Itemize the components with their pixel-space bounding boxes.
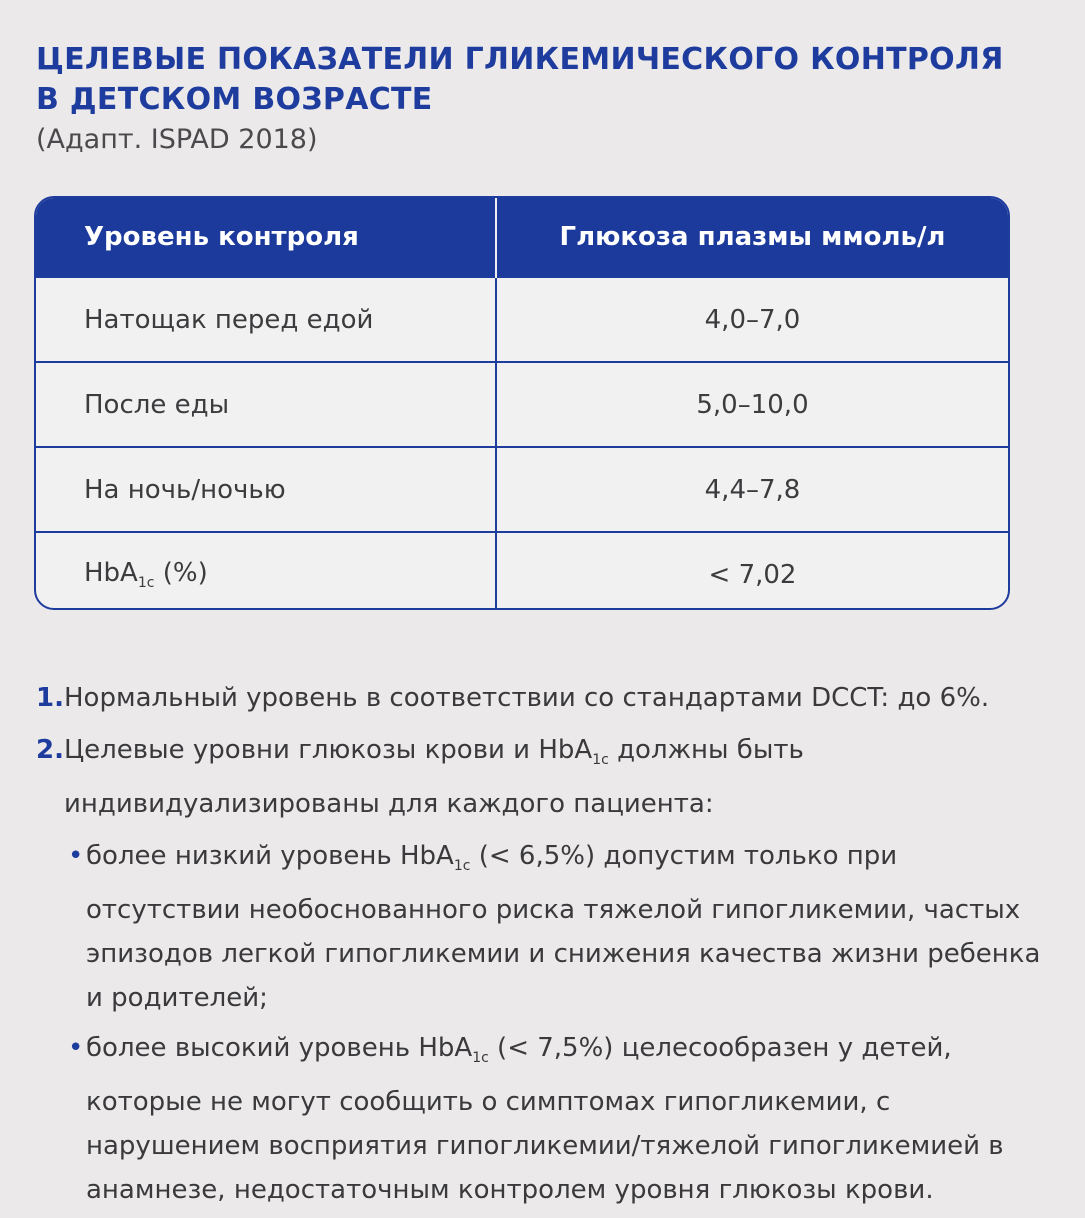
hba-subscript: 1c bbox=[137, 575, 155, 591]
title-line-1: ЦЕЛЕВЫЕ ПОКАЗАТЕЛИ ГЛИКЕМИЧЕСКОГО КОНТРОЛЯ bbox=[36, 42, 1004, 77]
list-item bbox=[36, 834, 1046, 1020]
table-row bbox=[36, 277, 1008, 362]
hba-subscript: 1c bbox=[472, 1050, 489, 1066]
row-value: < 7,02 bbox=[496, 532, 1008, 610]
list-item bbox=[36, 1026, 1046, 1212]
row-value: 5,0–10,0 bbox=[496, 362, 1008, 447]
bullet-marker: • bbox=[68, 841, 84, 871]
title-line-2: В ДЕТСКОМ ВОЗРАСТЕ bbox=[36, 82, 433, 117]
row-label: После еды bbox=[36, 362, 496, 447]
footnote-number: 1. bbox=[36, 683, 64, 713]
row-label: Натощак перед едой bbox=[36, 277, 496, 362]
footnote-number: 2. bbox=[36, 735, 64, 765]
hba-text: HbA bbox=[84, 558, 138, 588]
hba-unit: (%) bbox=[154, 558, 208, 588]
header-control-level: Уровень контроля bbox=[36, 198, 496, 277]
hba-subscript: 1c bbox=[592, 752, 609, 768]
footnote-1 bbox=[36, 676, 1046, 720]
bullet-marker: • bbox=[68, 1033, 84, 1063]
footnote-text-part: должны быть индивидуализированы для каждого пациента: bbox=[64, 735, 804, 819]
bullet-text-part: (< 7,5%) целесообразен у детей, которые не могут сообщить о симптомах гипогликемии, с нарушением восприятия гипогликемии/тяжелой гипогликемией в анамнезе, недостаточным контролем уровня глюкозы крови. bbox=[86, 1033, 1004, 1205]
bullet-text-part: (< 6,5%) допустим только при отсутствии необоснованного риска тяжелой гипогликемии, частых эпизодов легкой гипогликемии и снижения качества жизни ребенка и родителей; bbox=[86, 841, 1041, 1013]
footnote-text-part: Целевые уровни глюкозы крови и HbA bbox=[64, 735, 593, 765]
glycemic-targets-table bbox=[34, 196, 1010, 610]
row-value: 4,0–7,0 bbox=[496, 277, 1008, 362]
table-row bbox=[36, 532, 1008, 610]
row-label-hba1c bbox=[36, 532, 496, 610]
header-plasma-glucose: Глюкоза плазмы ммоль/л bbox=[496, 198, 1008, 277]
table-header-row bbox=[36, 198, 1008, 277]
row-value: 4,4–7,8 bbox=[496, 447, 1008, 532]
footnote-text bbox=[64, 728, 1046, 826]
footnote-text: Нормальный уровень в соответствии со стандартами DCCT: до 6%. bbox=[64, 683, 990, 713]
footnotes bbox=[36, 676, 1046, 1218]
page-title bbox=[36, 40, 1036, 120]
table-row bbox=[36, 362, 1008, 447]
bullet-text-part: более высокий уровень HbA bbox=[86, 1033, 473, 1063]
page-subtitle: (Адапт. ISPAD 2018) bbox=[36, 124, 318, 155]
row-label: На ночь/ночью bbox=[36, 447, 496, 532]
bullet-text-part: более низкий уровень HbA bbox=[86, 841, 454, 871]
footnote-2 bbox=[36, 728, 1046, 826]
table-row bbox=[36, 447, 1008, 532]
hba-subscript: 1c bbox=[453, 858, 471, 874]
